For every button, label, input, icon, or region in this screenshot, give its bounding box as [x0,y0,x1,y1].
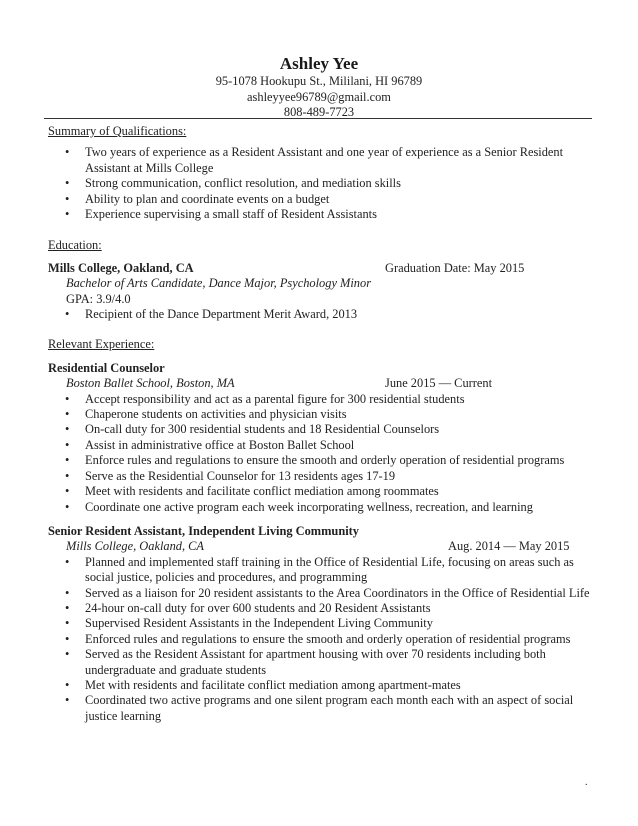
list-item: • Accept responsibility and act as a parental figure for 300 residential students [48,392,593,407]
phone: 808-489-7723 [283,105,355,120]
gpa: GPA: 3.9/4.0 [66,291,131,306]
list-item: • Enforce rules and regulations to ensure the smooth and orderly operation of residential programs [48,453,593,468]
job-place: Mills College, Oakland, CA [66,539,205,554]
list-item: • Ability to plan and coordinate events on a budget [48,192,593,207]
footer-mark: . [585,777,588,788]
list-item: • Meet with residents and facilitate conflict mediation among roommates [48,484,593,499]
list-item: • Supervised Resident Assistants in the Independent Living Community [48,616,593,631]
job-dates: June 2015 — Current [385,376,493,391]
list-item: • Recipient of the Dance Department Merit Award, 2013 [48,307,593,322]
list-item: • Assist in administrative office at Boston Ballet School [48,438,593,453]
list-item: • Served as a liaison for 20 resident assistants to the Area Coordinators in the Office of Residential Life [48,586,593,601]
job-dates: Aug. 2014 — May 2015 [448,539,570,554]
list-item: • On-call duty for 300 residential students and 18 Residential Counselors [48,422,593,437]
list-item: • Served as the Resident Assistant for apartment housing with over 70 residents including both undergraduate and graduate students [48,647,593,678]
list-item: • 24-hour on-call duty for over 600 students and 20 Resident Assistants [48,601,593,616]
list-item: • Enforced rules and regulations to ensure the smooth and orderly operation of residential programs [48,632,593,647]
list-item: • Chaperone students on activities and physician visits [48,407,593,422]
email: ashleyyee96789@gmail.com [247,89,391,104]
list-item: • Strong communication, conflict resolution, and mediation skills [48,176,593,191]
resume-body [48,124,593,724]
degree: Bachelor of Arts Candidate, Dance Major, Psychology Minor [66,276,372,291]
list-item: • Met with residents and facilitate conflict mediation among apartment-mates [48,678,593,693]
education-heading: Education: [48,238,102,253]
job-subheader [48,376,593,391]
education-list [48,307,593,322]
education-row [48,261,593,276]
school-name: Mills College, Oakland, CA [48,260,194,275]
job-title: Residential Counselor [48,360,165,375]
address: 95-1078 Hookupu St., Mililani, HI 96789 [215,74,423,88]
list-item: • Two years of experience as a Resident Assistant and one year of experience as a Senior Resident Assistant at Mills College [48,145,593,176]
experience-heading: Relevant Experience: [48,337,155,352]
summary-list [48,145,593,222]
graduation-date: Graduation Date: May 2015 [385,260,525,275]
list-item: • Planned and implemented staff training in the Office of Residential Life, focusing on areas such as social justice, policies and procedures, and programming [48,555,593,586]
candidate-name: Ashley Yee [279,54,359,73]
resume-header [0,54,638,121]
job-duties-list [48,555,593,724]
list-item: • Coordinated two active programs and one silent program each month each with an aspect of social justice learning [48,693,593,724]
job-duties-list [48,392,593,515]
list-item: • Serve as the Residential Counselor for 13 residents ages 17-19 [48,469,593,484]
job-title: Senior Resident Assistant, Independent Living Community [48,523,359,538]
list-item: • Experience supervising a small staff of Resident Assistants [48,207,593,222]
job-subheader [48,539,593,554]
header-divider [44,118,592,119]
list-item: • Coordinate one active program each week incorporating wellness, recreation, and learning [48,500,593,515]
summary-heading: Summary of Qualifications: [48,124,187,138]
job-place: Boston Ballet School, Boston, MA [66,376,235,391]
